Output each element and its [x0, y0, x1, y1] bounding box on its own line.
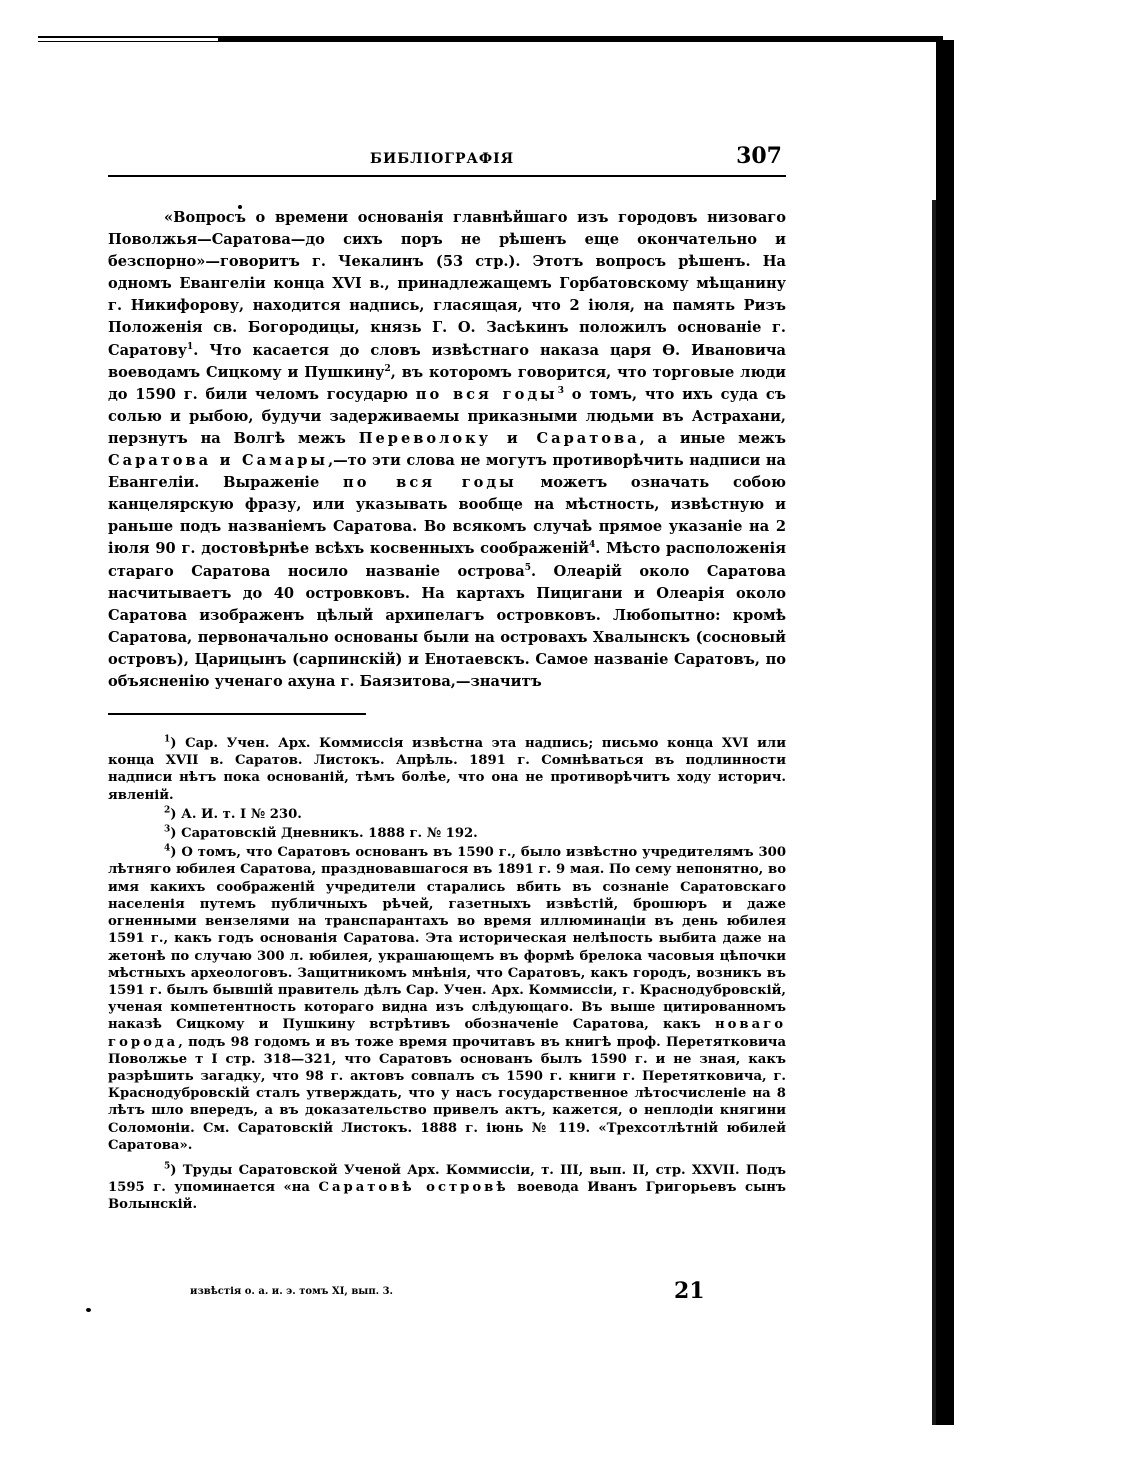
spaced-text: новаго города — [108, 1017, 787, 1050]
text-run: , въ которомъ говорится, что торговые люди до 1590 г. били челомъ государю — [108, 363, 786, 403]
footnote-text: Сар. Учен. Арх. Коммиссія извѣстна эта надпись; письмо конца XVI или конца XVII в. Саратов. Листокъ. Апрѣль. 1891 г. Сомнѣваться въ подлинности надписи нѣтъ пока основаній, тѣмъ болѣе, что она не противорѣчитъ ходу историч. явленій. — [108, 736, 786, 803]
text-run: . Олеарій около Саратова насчитываетъ до 40 островковъ. На картахъ Пицигани и Олеарія около Саратова изображенъ цѣлый архипелагъ островковъ. Любопытно: кромѣ Саратова, первоначально основаны были на островахъ Хвалынскъ (сосновый островъ), Царицынъ (сарпинскій) и Енотаевскъ. Самое названіе Саратовъ, по объясненію ученаго ахуна г. Баязитова,—значитъ — [108, 562, 786, 690]
text-run: можетъ означать собою канцелярскую фразу, или указывать вообще на мѣстность, извѣстную и раньше подъ названіемъ Саратова. Во всякомъ случаѣ прямое указаніе на 2 іюля 90 г. достовѣрнѣе всѣхъ косвенныхъ соображеній — [108, 474, 786, 558]
footnote-mark: 3 — [164, 824, 171, 835]
footnote-text: А. И. т. I № 230. — [181, 806, 302, 822]
footnote-mark: 4 — [164, 843, 171, 854]
text-run: «Вопросъ о времени основанія главнѣйшаго изъ городовъ низоваго Поволжья—Саратова—до сихъ поръ не рѣшенъ еще окончательно и безспорно»—говоритъ г. Чекалинъ (53 стр.). Этотъ вопросъ рѣшенъ. На одномъ Евангеліи конца XVI в., принадлежащемъ Горбатовскому мѣщанину г. Никифорову, находится надпись, гласящая, что 2 іюля, на память Ризъ Положенія св. Богородицы, князь Г. О. Засѣкинъ положилъ основаніе г. Саратову — [108, 209, 786, 359]
footnote-text: Труды Саратовской Ученой Арх. Коммиссіи, т. III, вып. II, стр. XXVII. Подъ 1595 г. упоминается «на — [108, 1162, 786, 1196]
sheet-number: 21 — [674, 1278, 705, 1304]
footnote-text: Саратовскій Дневникъ. 1888 г. № 192. — [181, 826, 478, 842]
footnote-ref: 2 — [384, 363, 391, 374]
page-footer — [190, 1278, 710, 1308]
footnote-mark: 5 — [164, 1161, 171, 1172]
footnote-rule — [108, 713, 366, 715]
footnote-1: $^1$) Сар. Учен. Арх. Коммиссія извѣстна эта надпись; письмо конца XVI или конца XVII в. Саратов. Листокъ. Апрѣль. 1891 г. Сомнѣваться въ подлинности надписи нѣтъ пока основаній, тѣмъ болѣе, что она не противорѣчитъ ходу историч. явленій. — [108, 734, 786, 803]
body-paragraph — [108, 207, 786, 693]
body-text — [108, 207, 786, 693]
footnote-3: $^3$) Саратовскій Дневникъ. 1888 г. № 192. — [164, 824, 478, 842]
scan-border-right — [936, 40, 954, 1425]
footnote-ref: 1 — [187, 341, 194, 352]
page-number: 307 — [736, 143, 782, 169]
spaced-text: Переволоку и Саратова — [358, 429, 640, 447]
spaced-text: Саратовѣ островѣ — [318, 1180, 509, 1196]
page-header — [108, 145, 786, 177]
footnote-text: воевода Иванъ Григорьевъ сынъ Волынскій. — [108, 1180, 787, 1213]
spaced-text: Саратова и Самары — [108, 452, 329, 470]
footnote-ref: 5 — [524, 562, 531, 573]
footnote-mark: 1 — [164, 734, 171, 745]
scan-border-top-gap — [38, 38, 218, 41]
running-title: БИБЛІОГРАФІЯ — [370, 151, 515, 167]
scan-border-right-inner — [932, 200, 936, 1425]
footnote-4: $^4$) О томъ, что Саратовъ основанъ въ 1590 г., было извѣстно учредителямъ 300 лѣтняго юбилея Саратова, праздновавшагося въ 1891 г. 9 мая. По сему непонятно, во имя какихъ соображеній учредители старались вбить въ сознаніе Саратовскаго населенія путемъ публичныхъ рѣчей, газетныхъ извѣстій, брошюръ и даже огненными вензелями на транспарантахъ во время иллюминаціи въ день юбилея 1591 г., какъ годъ основанія Саратова. Эта историческая нелѣпость выбита даже на жетонѣ по случаю 300 л. юбилея, украшающемъ въ формѣ брелока часовыя цѣпочки мѣстныхъ археологовъ. Защитникомъ мнѣнія, что Саратовъ, какъ городъ, возникъ въ 1591 г. былъ бывшій правитель дѣлъ Сар. Учен. Арх. Коммиссіи, г. Краснодубровскій, ученая компетентность котораго видна изъ слѣдующаго. Въ выше цитированномъ наказѣ Сицкому и Пушкину встрѣтивъ обозначеніе Саратова, какъ новаго города, подъ 98 годомъ и въ тоже время прочитавъ въ книгѣ проф. Перетятковича Поволжье т I стр. 318—321, что Саратовъ основанъ былъ 1590 г. и не зная, какъ разрѣшить загадку, что 98 г. актовъ совпалъ съ 1590 г. книги г. Перетятковича, г. Краснодубровскій сталъ утверждать, что у насъ государственное лѣтосчисленіе на 8 лѣтъ шло впередъ, а въ доказательство привелъ актъ, кажется, о неплодіи княгини Соломоніи. См. Саратовскій Листокъ. 1888 г. іюнь № 119. «Трехсотлѣтній юбилей Саратова». — [108, 843, 787, 1153]
footnote-text: , подъ 98 годомъ и въ тоже время прочитавъ въ книгѣ проф. Перетятковича Поволжье т I стр. 318—321, что Саратовъ основанъ былъ 1590 г. и не зная, какъ разрѣшить загадку, что 98 г. актовъ совпалъ съ 1590 г. книги г. Перетятковича, г. Краснодубровскій сталъ утверждать, что у насъ государственное лѣтосчисленіе на 8 лѣтъ шло впередъ, а въ доказательство привелъ актъ, кажется, о неплодіи княгини Соломоніи. См. Саратовскій Листокъ. 1888 г. іюнь № 119. «Трехсотлѣтній юбилей Саратова». — [108, 1034, 786, 1153]
footnote-2: $^2$) А. И. т. I № 230. — [164, 805, 302, 822]
footnote-ref: 4 — [589, 540, 596, 551]
spaced-text: по вся годы — [415, 385, 558, 403]
text-run: , а иные межъ — [639, 429, 786, 447]
text-run: о томъ, что ихъ суда съ солью и рыбою, будучи задерживаемы приказными людьми въ Астрахани, перзнутъ на Волгѣ межъ — [108, 385, 786, 447]
footnote-mark: 2 — [164, 805, 171, 816]
printer-signature: извѣстія о. а. и. э. томъ XI, вып. 3. — [190, 1286, 394, 1297]
spaced-text: по вся годы — [343, 474, 517, 492]
text-run: . Мѣсто расположенія стараго Саратова носило названіе острова — [108, 540, 786, 580]
text-run: ,—то эти слова не могутъ противорѣчить надписи на Евангеліи. Выраженіе — [108, 452, 786, 492]
page — [108, 145, 786, 1216]
footnote-text: О томъ, что Саратовъ основанъ въ 1590 г., было извѣстно учредителямъ 300 лѣтняго юбилея Саратова, праздновавшагося въ 1891 г. 9 мая. По сему непонятно, во имя какихъ соображеній учредители старались вбить въ сознаніе Саратовскаго населенія путемъ публичныхъ рѣчей, газетныхъ извѣстій, брошюръ и даже огненными вензелями на транспарантахъ во время иллюминаціи въ день юбилея 1591 г., какъ годъ основанія Саратова. Эта историческая нелѣпость выбита даже на жетонѣ по случаю 300 л. юбилея, украшающемъ въ формѣ брелока часовыя цѣпочки мѣстныхъ археологовъ. Защитникомъ мнѣнія, что Саратовъ, какъ городъ, возникъ въ 1591 г. былъ бывшій правитель дѣлъ Сар. Учен. Арх. Коммиссіи, г. Краснодубровскій, ученая компетентность котораго видна изъ слѣдующаго. Въ выше цитированномъ наказѣ Сицкому и Пушкину встрѣтивъ обозначеніе Саратова, какъ — [108, 845, 786, 1033]
footnote-5: $^5$) Труды Саратовской Ученой Арх. Коммиссіи, т. III, вып. II, стр. XXVII. Подъ 1595 г. упоминается «на Саратовѣ островѣ воевода Иванъ Григорьевъ сынъ Волынскій. — [108, 1161, 787, 1213]
footnote-ref: 3 — [557, 385, 564, 396]
speck — [86, 1308, 91, 1312]
text-run: . Что касается до словъ извѣстнаго наказа царя Ѳ. Ивановича воеводамъ Сицкому и Пушкину — [108, 341, 786, 381]
